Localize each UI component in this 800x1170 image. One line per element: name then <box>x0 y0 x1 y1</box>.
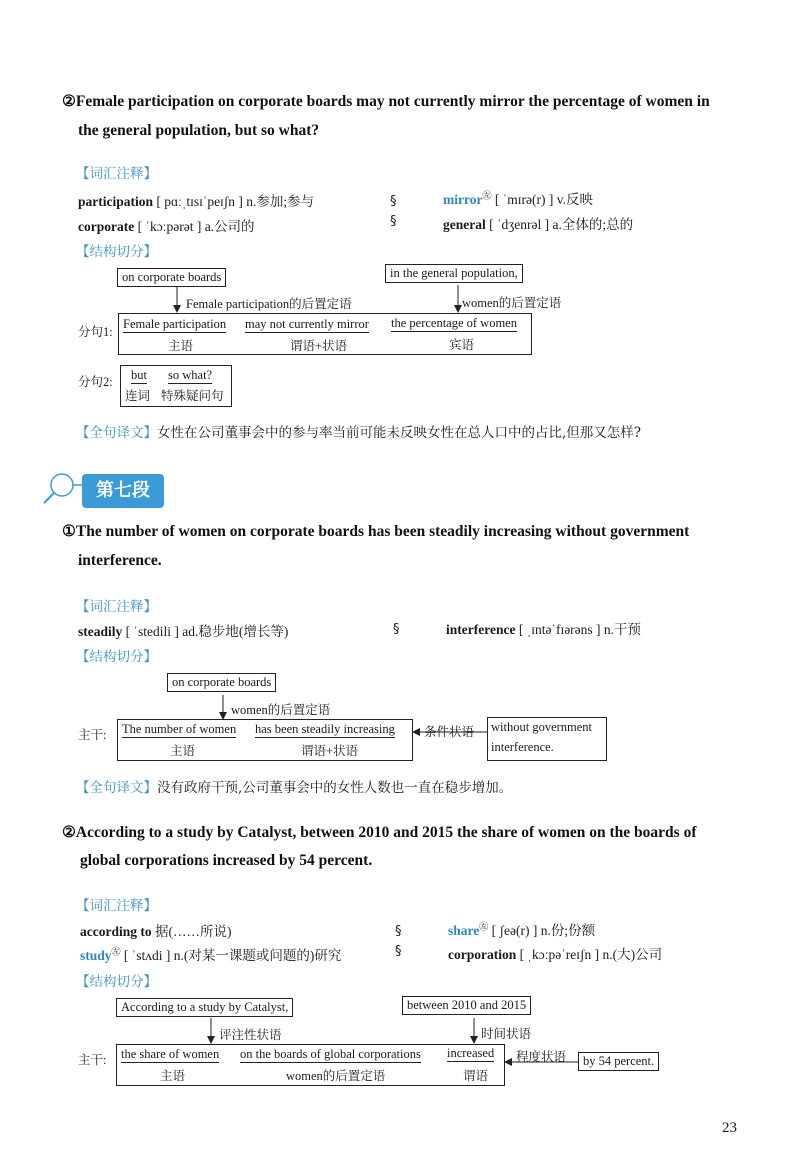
modifier-box: by 54 percent. <box>578 1052 659 1071</box>
vocab-def: [ ˈmɪrə(r) ] v.反映 <box>494 192 593 207</box>
section-title: 第七段 <box>96 480 150 501</box>
vocab-word: corporation <box>448 947 517 962</box>
vocab-word: share <box>448 923 480 938</box>
vocab-def: [ ˌɪntəˈfɪərəns ] n.干预 <box>518 622 642 637</box>
modifier-box: on corporate boards <box>117 268 226 287</box>
role-label: 主语 <box>170 744 196 758</box>
role-label: 谓语+状语 <box>290 339 348 353</box>
vocab-def: [ ˈkɔːpərət ] a.公司的 <box>137 219 255 234</box>
vocab-def: [ ˌkɔːpəˈreɪʃn ] n.(大)公司 <box>519 947 663 962</box>
role-label: 主语 <box>168 339 194 353</box>
box-text: without government <box>491 720 593 734</box>
modifier-box: According to a study by Catalyst, <box>116 998 293 1017</box>
vocab-entry <box>448 919 595 939</box>
vocab-word: corporate <box>78 219 135 234</box>
sentence-part: Female participation <box>123 317 227 331</box>
vocab-header: 【词汇注释】 <box>76 166 157 182</box>
key-word-icon: ㊧ <box>111 946 121 957</box>
modifier-box <box>487 717 607 761</box>
sentence-part: so what? <box>168 368 213 382</box>
magnifier-icon <box>44 474 82 503</box>
sentence-part: increased <box>447 1046 495 1060</box>
vocab-def: [ ˈstʌdi ] n.(对某一课题或问题的)研究 <box>123 948 342 963</box>
vocab-header: 【词汇注释】 <box>76 898 157 914</box>
vocab-def: [ ʃeə(r) ] n.份;份额 <box>491 923 596 938</box>
sentence-line: global corporations increased by 54 percent. <box>80 852 373 869</box>
role-label: 宾语 <box>449 338 475 352</box>
structure-header: 【结构切分】 <box>76 244 157 260</box>
sentence-part: The number of women <box>122 722 237 736</box>
arrow-label: 评注性状语 <box>219 1028 282 1042</box>
sentence-part: on the boards of global corporations <box>240 1047 421 1061</box>
modifier-box: in the general population, <box>385 264 523 283</box>
arrow-label: Female participation的后置定语 <box>186 297 352 311</box>
sentence-part: has been steadily increasing <box>255 722 395 736</box>
role-label: 谓语 <box>463 1069 489 1083</box>
vocab-entry <box>446 618 641 638</box>
wave-divider: § <box>395 924 402 939</box>
vocab-word: participation <box>78 194 154 209</box>
wave-divider: § <box>390 214 397 229</box>
arrow-label: 条件状语 <box>424 725 475 739</box>
modifier-box: on corporate boards <box>167 673 276 692</box>
translation-text: 女性在公司董事会中的参与率当前可能未反映女性在总人口中的占比,但那又怎样? <box>157 425 642 441</box>
sentence-line: ①The number of women on corporate boards has been steadily increasing without government <box>62 523 690 540</box>
structure-header: 【结构切分】 <box>76 649 157 665</box>
arrow-label: women的后置定语 <box>231 703 331 717</box>
sentence-line: the general population, but so what? <box>78 122 320 139</box>
key-word-icon: ㊧ <box>479 921 489 932</box>
sentence-part: may not currently mirror <box>245 317 369 331</box>
sentence-line: interference. <box>78 552 162 569</box>
role-label: 连词 <box>125 389 151 403</box>
role-label: 主语 <box>160 1069 186 1083</box>
vocab-entry <box>80 920 232 940</box>
vocab-word: mirror <box>443 192 483 207</box>
vocab-entry <box>80 944 341 964</box>
wave-divider: § <box>393 622 400 637</box>
vocab-word: interference <box>446 622 516 637</box>
vocab-def: [ ˈstedili ] ad.稳步地(增长等) <box>125 624 289 639</box>
translation-tag: 【全句译文】 <box>76 780 157 796</box>
box-text: interference. <box>491 740 554 754</box>
vocab-header: 【词汇注释】 <box>76 599 157 615</box>
vocab-def: 据(……所说) <box>155 924 232 939</box>
arrow-label: 时间状语 <box>481 1027 532 1041</box>
structure-header: 【结构切分】 <box>76 974 157 990</box>
role-label: women的后置定语 <box>286 1069 386 1083</box>
vocab-word: steadily <box>78 624 123 639</box>
sentence-part: the percentage of women <box>391 316 517 330</box>
vocab-def: [ ˈdʒenrəl ] a.全体的;总的 <box>489 217 634 232</box>
vocab-word: according to <box>80 924 152 939</box>
wave-divider: § <box>390 194 397 209</box>
translation-tag: 【全句译文】 <box>76 425 157 441</box>
modifier-box: between 2010 and 2015 <box>402 996 531 1015</box>
arrow-label: 程度状语 <box>516 1050 567 1064</box>
arrow-label: women的后置定语 <box>462 296 562 310</box>
role-label: 特殊疑问句 <box>161 389 224 403</box>
main-label: 主干: <box>78 728 107 742</box>
sentence-part: the share of women <box>121 1047 220 1061</box>
sentence-line: ②According to a study by Catalyst, between 2010 and 2015 the share of women on the boards of <box>62 824 697 841</box>
vocab-entry <box>78 620 288 640</box>
translation-text: 没有政府干预,公司董事会中的女性人数也一直在稳步增加。 <box>157 780 513 796</box>
translation <box>76 776 512 796</box>
section-heading <box>82 474 164 508</box>
wave-divider: § <box>395 944 402 959</box>
role-label: 谓语+状语 <box>301 744 359 758</box>
vocab-word: study <box>80 948 112 963</box>
page-number: 23 <box>722 1120 737 1136</box>
vocab-entry <box>448 943 662 963</box>
clause-label: 分句2: <box>78 375 113 389</box>
vocab-word: general <box>443 217 486 232</box>
sentence-line: ②Female participation on corporate boards may not currently mirror the percentage of women in <box>62 93 710 110</box>
sentence-part: but <box>131 368 147 382</box>
clause-label: 分句1: <box>78 325 113 339</box>
vocab-def: [ pɑːˌtɪsɪˈpeɪʃn ] n.参加;参与 <box>156 194 315 209</box>
main-label: 主干: <box>78 1053 107 1067</box>
key-word-icon: ㊧ <box>482 190 492 201</box>
